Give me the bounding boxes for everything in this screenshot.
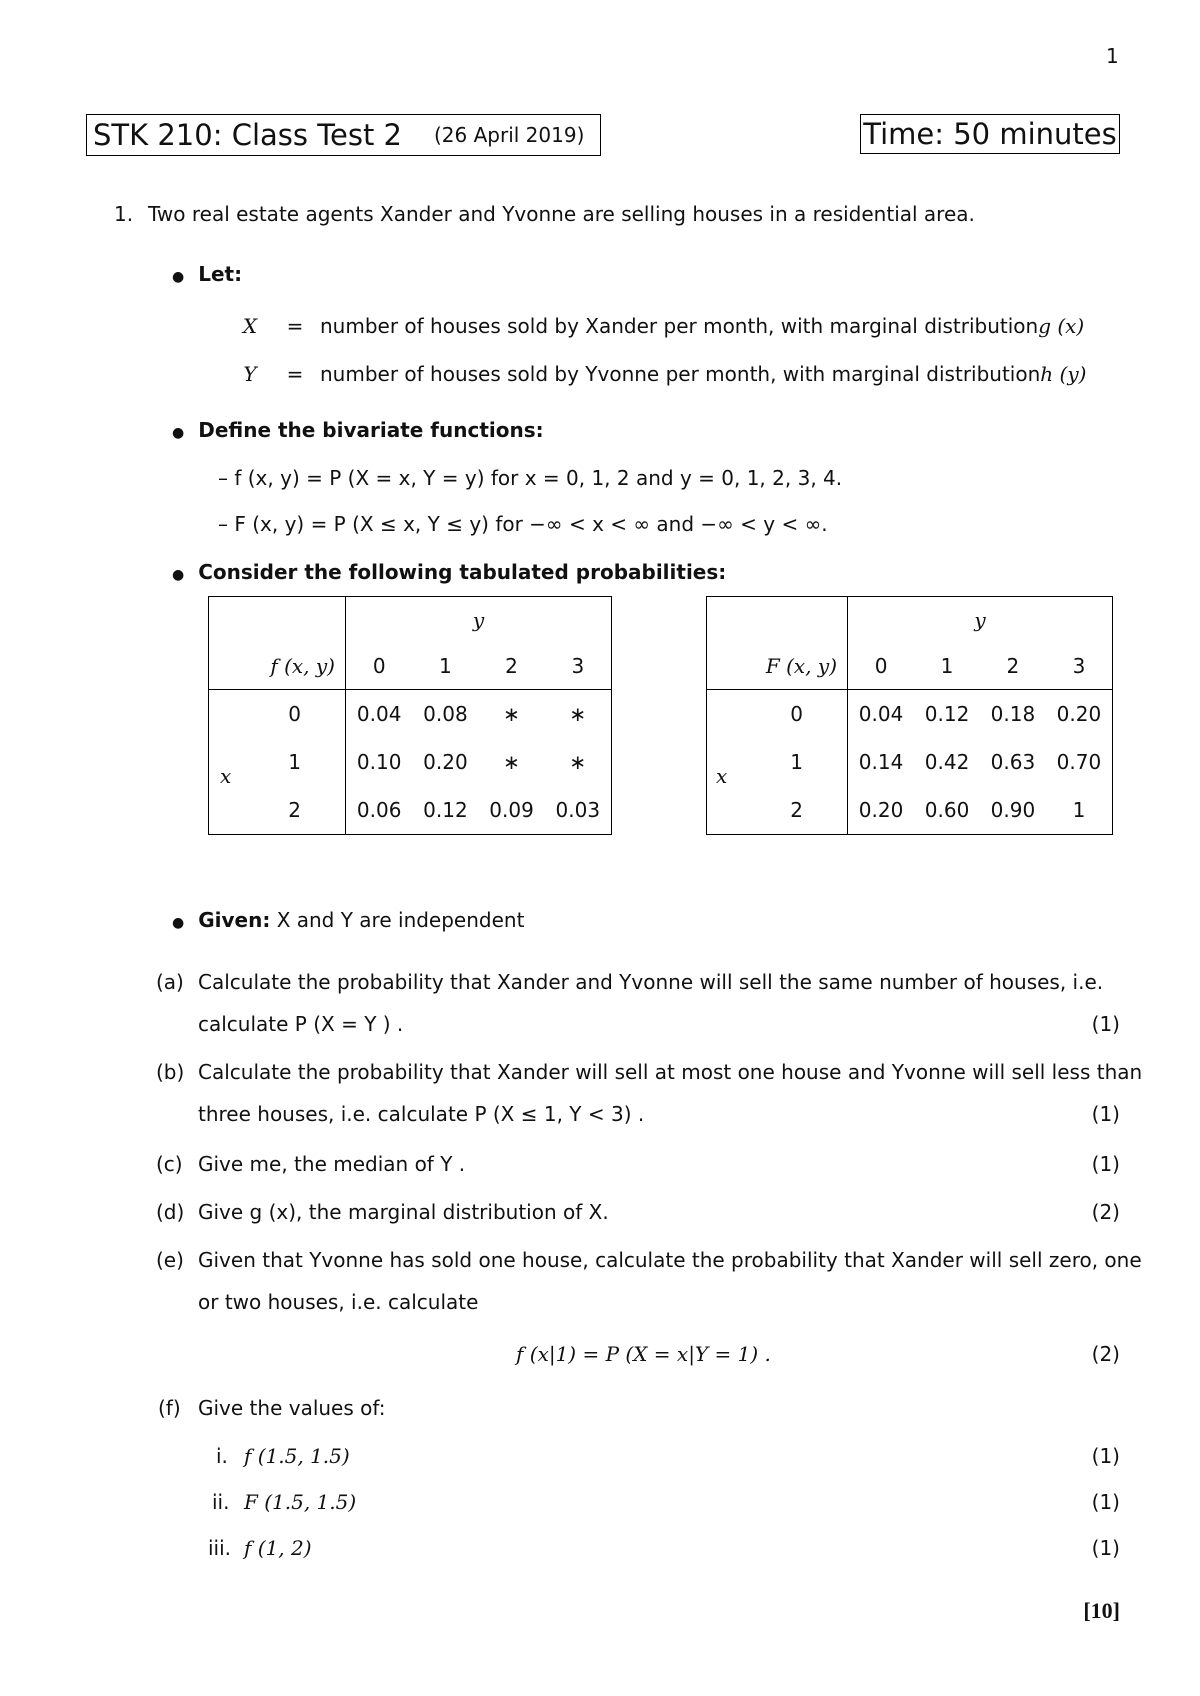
function-f: – f (x, y) = P (X = x, Y = y) for x = 0, 1, 2 and y = 0, 1, 2, 3, 4. [218,466,843,490]
part-d-text: Give g (x), the marginal distribution of X. [198,1200,609,1224]
table-row: 2 0.06 0.12 0.09 0.03 [209,786,612,835]
subpart-ii-text: F (1.5, 1.5) [244,1490,357,1514]
subpart-ii-marks: (1) [1091,1490,1120,1514]
table-f-xy [208,596,612,835]
part-e-text: Given that Yvonne has sold one house, calculate the probability that Xander will sell zero, one [198,1248,1142,1272]
table-row: 0 0.04 0.12 0.18 0.20 [707,690,1113,739]
table-row: 1 0.14 0.42 0.63 0.70 [707,738,1113,786]
subpart-i-text: f (1.5, 1.5) [244,1444,350,1468]
question-number: 1. [114,202,134,226]
part-b-label: (b) [156,1060,185,1084]
given-statement: ● Given: X and Y are independent [172,908,525,932]
table-f-col: 1 [412,643,478,690]
subpart-iii-label: iii. [208,1536,232,1560]
page-number: 1 [1106,44,1119,68]
part-a-text: Calculate the probability that Xander and Yvonne will sell the same number of houses, i.e. [198,970,1104,994]
part-c-text: Give me, the median of Y . [198,1152,466,1176]
subpart-i-label: i. [216,1444,228,1468]
test-date: (26 April 2019) [434,123,585,147]
table-f-col: 3 [545,643,612,690]
part-e-marks: (2) [1091,1342,1120,1366]
time-limit: Time: 50 minutes [863,117,1117,151]
part-c-marks: (1) [1091,1152,1120,1176]
table-F-col: 1 [914,643,980,690]
bullet-icon: ● [172,269,185,285]
question-intro: Two real estate agents Xander and Yvonne are selling houses in a residential area. [148,202,975,226]
part-f-text: Give the values of: [198,1396,386,1420]
table-F-corner: F (x, y) [707,643,848,690]
part-e-formula: f (x|1) = P (X = x|Y = 1) . [516,1342,771,1366]
part-e-label: (e) [156,1248,184,1272]
bullet-icon: ● [172,567,185,583]
table-F-x-label: x [716,764,728,788]
course-title-box [86,114,601,156]
bullet-icon: ● [172,425,185,441]
function-F: – F (x, y) = P (X ≤ x, Y ≤ y) for −∞ < x < ∞ and −∞ < y < ∞. [218,512,828,536]
consider-heading: ● Consider the following tabulated probabilities: [172,560,727,584]
part-c-label: (c) [156,1152,183,1176]
table-row: 2 0.20 0.60 0.90 1 [707,786,1113,835]
part-a-label: (a) [156,970,184,994]
part-b-marks: (1) [1091,1102,1120,1126]
table-row: 0 0.04 0.08 ∗ ∗ [209,690,612,739]
definition-y: Y = number of houses sold by Yvonne per month, with marginal distribution h (y) [243,362,1087,386]
part-a-text2: calculate P (X = Y ) . [198,1012,404,1036]
part-a-marks: (1) [1091,1012,1120,1036]
subpart-iii-text: f (1, 2) [244,1536,312,1560]
table-F-col: 3 [1046,643,1113,690]
table-f-corner: f (x, y) [209,643,346,690]
part-b-text: Calculate the probability that Xander will sell at most one house and Yvonne will sell less than [198,1060,1143,1084]
table-f-x-label: x [220,764,232,788]
course-title: STK 210: Class Test 2 [93,118,402,152]
subpart-i-marks: (1) [1091,1444,1120,1468]
table-f-col: 0 [346,643,413,690]
table-F-y-label: y [974,608,986,632]
table-F-col: 2 [980,643,1046,690]
table-F-xy [706,596,1113,835]
table-F-col: 0 [848,643,915,690]
subpart-iii-marks: (1) [1091,1536,1120,1560]
part-f-label: (f) [158,1396,181,1420]
part-e-text2: or two houses, i.e. calculate [198,1290,479,1314]
definition-x: X = number of houses sold by Xander per month, with marginal distribution g (x) [242,314,1085,338]
subpart-ii-label: ii. [212,1490,230,1514]
table-f-y-label: y [472,608,485,632]
let-heading: ● Let: [172,262,243,286]
total-marks: [10] [1083,1598,1120,1623]
define-heading: ● Define the bivariate functions: [172,418,544,442]
table-row: 1 0.10 0.20 ∗ ∗ [209,738,612,786]
part-d-marks: (2) [1091,1200,1120,1224]
time-limit-box [860,114,1120,154]
bullet-icon: ● [172,915,185,931]
part-b-text2: three houses, i.e. calculate P (X ≤ 1, Y < 3) . [198,1102,645,1126]
part-d-label: (d) [156,1200,185,1224]
table-f-col: 2 [478,643,544,690]
